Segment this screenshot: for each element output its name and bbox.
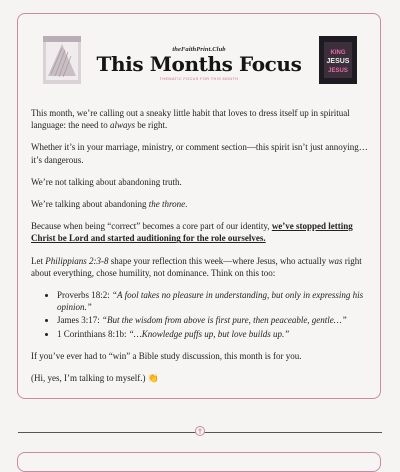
page-title: This Months Focus (96, 52, 302, 76)
jesus-sign-image (319, 36, 357, 84)
verse-quote: “But the wisdom from above is first pure, then peaceable, gentle…” (102, 315, 347, 326)
verse-ref: James 3:17: (57, 315, 102, 326)
text: This month, we’re calling out a sneaky little habit that loves to dress itself up in spiritual language: the need to (31, 108, 350, 131)
paragraph-invite: If you’ve ever had to “win” a Bible study discussion, this month is for you. (31, 350, 302, 361)
paragraph-context: Whether it’s in your marriage, ministry, or comment section—this spirit isn’t just annoying… it’s dangerous. (31, 142, 368, 165)
cross-icon (195, 426, 205, 436)
verse-quote: “A fool takes no pleasure in understanding, but only in expressing his opinion.” (57, 290, 364, 313)
paragraph-truth: We’re not talking about abandoning truth. (31, 176, 182, 187)
verse-list (31, 289, 369, 340)
text: be right. (135, 120, 168, 131)
verse-ref: 1 Corinthians 8:1b: (57, 328, 129, 339)
highlight-text: we’ve stopped letting Christ be Lord and started auditioning for the role ourselves. (31, 221, 353, 244)
verse-ref: Proverbs 18:2: (57, 290, 112, 301)
svg-text:JESUS: JESUS (328, 68, 348, 74)
emphasis-text: the throne (148, 199, 186, 210)
paragraph-reflection (31, 255, 369, 279)
text: right about everything, chose humility, not dominance. Think on this too: (31, 255, 362, 278)
emphasis-text: was (328, 255, 343, 266)
svg-text:JESUS: JESUS (326, 58, 350, 65)
page-subtitle: THEMATIC FOCUS FOR THIS MONTH (159, 77, 239, 81)
list-item (57, 289, 369, 313)
text: We’re talking about abandoning (31, 199, 149, 210)
paragraph-intro (31, 107, 369, 131)
text: . (185, 199, 188, 210)
next-card (17, 452, 381, 472)
focus-body (31, 107, 369, 394)
text: Because when being “correct” becomes a core part of our identity, (31, 221, 272, 232)
paragraph-identity (31, 220, 369, 244)
section-divider (18, 432, 382, 433)
text: Let (31, 255, 46, 266)
brand-name: theFaithPrint.Club (172, 46, 226, 53)
list-item (57, 328, 369, 340)
emphasis-text: always (109, 120, 135, 131)
paragraph-throne (31, 198, 369, 210)
focus-card (17, 13, 381, 399)
list-item (57, 314, 369, 326)
text: shape your reflection this week—where Jesus, who actually (108, 255, 329, 266)
paragraph-aside: (Hi, yes, I’m talking to myself.) 👏 (31, 373, 159, 384)
verse-quote: “…Knowledge puffs up, but love builds up.” (128, 328, 290, 339)
svg-text:KING: KING (330, 50, 346, 56)
scripture-reference: Philippians 2:3-8 (45, 255, 109, 266)
